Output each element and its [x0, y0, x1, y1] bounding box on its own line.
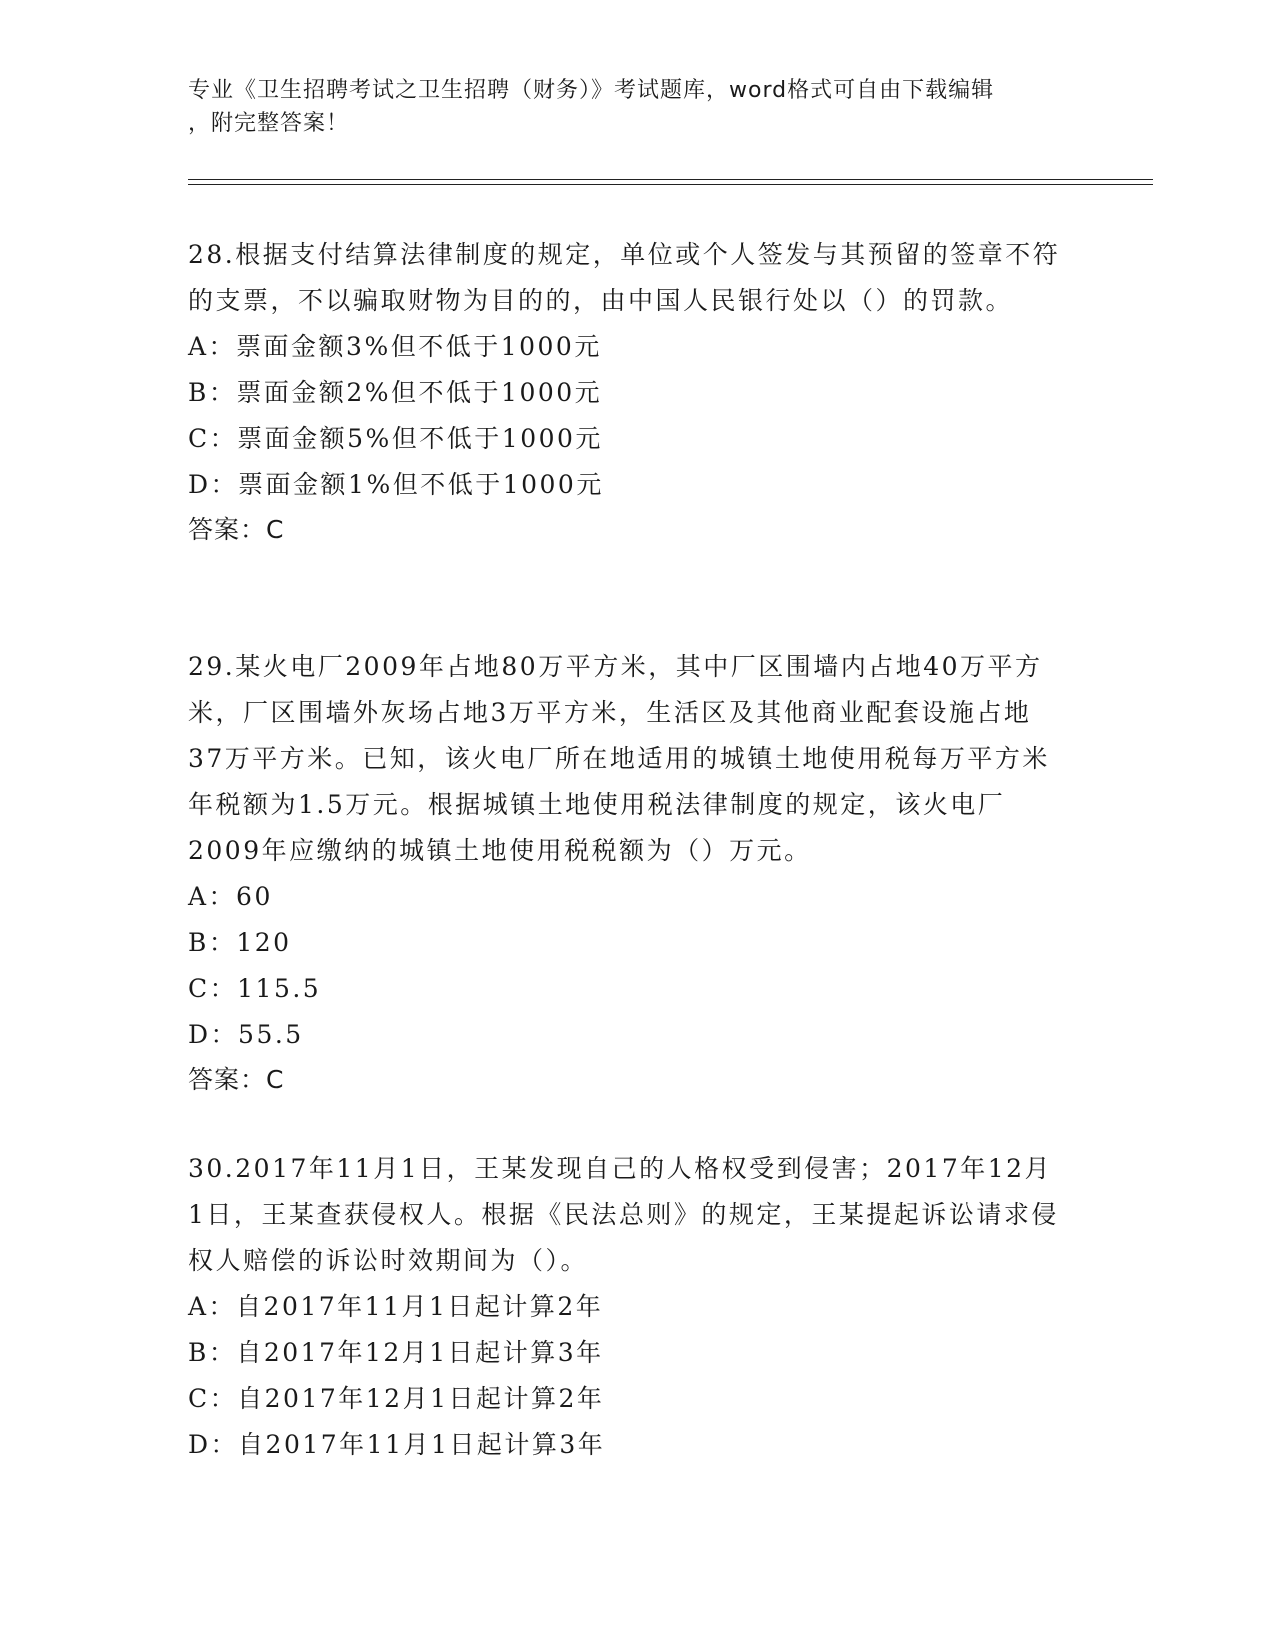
answer-line: 答案：C	[188, 515, 285, 544]
option-b: B：自2017年12月1日起计算3年	[188, 1338, 604, 1367]
option-d: D：55.5	[188, 1020, 304, 1049]
option-a: A：60	[188, 882, 273, 911]
option-d: D：票面金额1%但不低于1000元	[188, 470, 604, 499]
question-29	[188, 644, 1068, 1102]
question-30	[188, 1146, 1068, 1468]
option-a: A：票面金额3%但不低于1000元	[188, 332, 602, 361]
document-header	[188, 74, 1088, 140]
header-divider-bottom	[188, 184, 1153, 185]
answer-line: 答案：C	[188, 1065, 285, 1094]
header-line-2: ，附完整答案！	[188, 111, 350, 136]
question-stem: 29.某火电厂2009年占地80万平方米，其中厂区围墙内占地40万平方米，厂区围墙外灰场占地3万平方米，生活区及其他商业配套设施占地37万平方米。已知，该火电厂所在地适用的城镇土地使用税每万平方米年税额为1.5万元。根据城镇土地使用税法律制度的规定，该火电厂2009年应缴纳的城镇土地使用税税额为（）万元。	[188, 652, 1050, 865]
header-divider-top	[188, 179, 1153, 180]
question-stem: 30.2017年11月1日，王某发现自己的人格权受到侵害；2017年12月1日，王某查获侵权人。根据《民法总则》的规定，王某提起诉讼请求侵权人赔偿的诉讼时效期间为（）。	[188, 1154, 1059, 1275]
option-d: D：自2017年11月1日起计算3年	[188, 1430, 606, 1459]
question-28	[188, 232, 1068, 552]
option-c: C：票面金额5%但不低于1000元	[188, 424, 603, 453]
option-b: B：票面金额2%但不低于1000元	[188, 378, 603, 407]
option-b: B：120	[188, 928, 292, 957]
header-line-1: 专业《卫生招聘考试之卫生招聘（财务）》考试题库，word格式可自由下载编辑	[188, 78, 995, 103]
question-stem: 28.根据支付结算法律制度的规定，单位或个人签发与其预留的签章不符的支票，不以骗取财物为目的的，由中国人民银行处以（）的罚款。	[188, 240, 1061, 315]
option-a: A：自2017年11月1日起计算2年	[188, 1292, 604, 1321]
option-c: C：自2017年12月1日起计算2年	[188, 1384, 605, 1413]
option-c: C：115.5	[188, 974, 322, 1003]
